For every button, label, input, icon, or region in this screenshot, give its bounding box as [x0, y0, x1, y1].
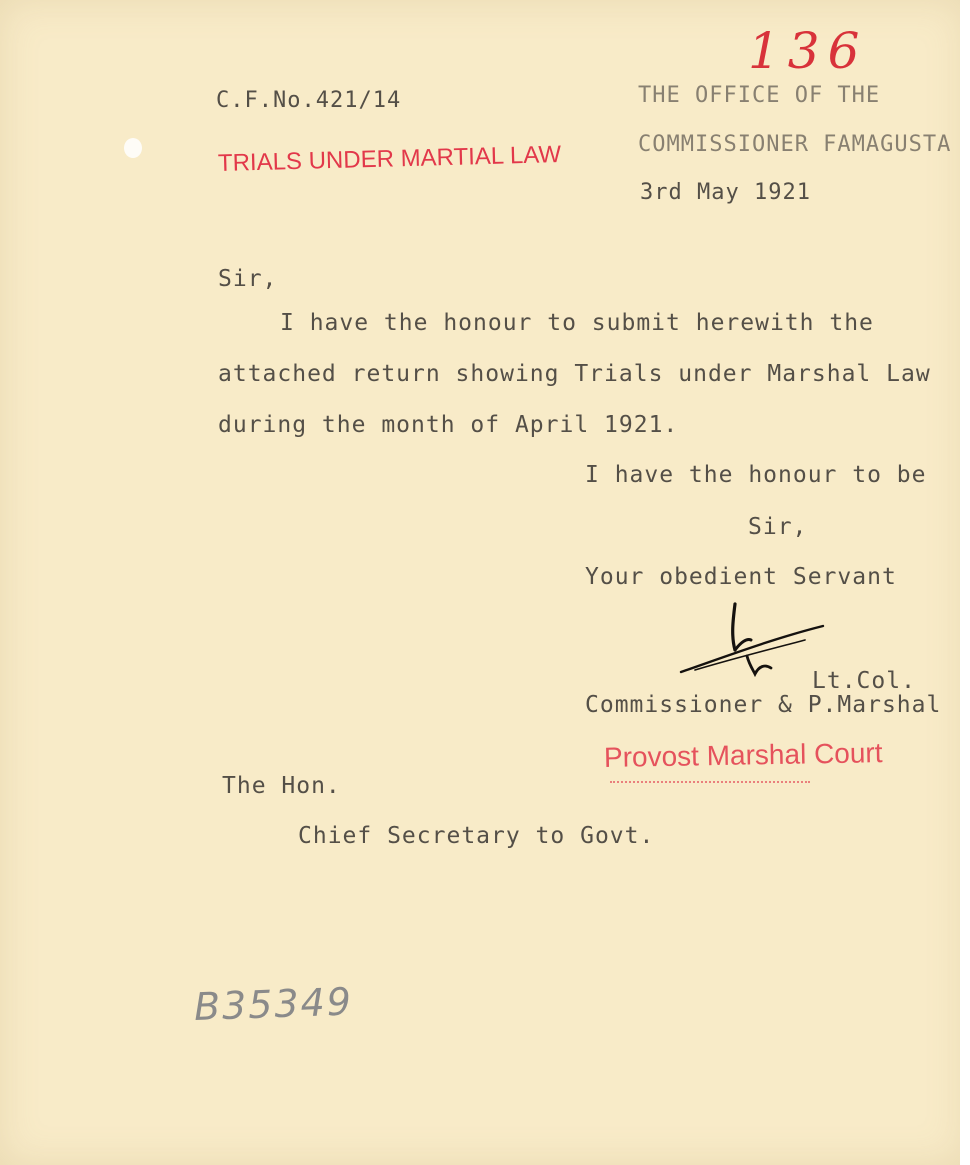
body-line-2: attached return showing Trials under Marshal Law [218, 361, 931, 387]
reference-number: C.F.No.421/14 [216, 88, 402, 113]
body-line-1: I have the honour to submit herewith the [280, 310, 874, 336]
office-line-1: THE OFFICE OF THE [638, 83, 881, 108]
folio-number: 136 [748, 22, 868, 80]
body-line-3: during the month of April 1921. [218, 412, 679, 438]
martial-law-stamp: TRIALS UNDER MARTIAL LAW [217, 141, 562, 177]
signatory-rank: Lt.Col. [812, 668, 916, 694]
archive-number: B35349 [193, 979, 354, 1029]
provost-marshal-stamp: Provost Marshal Court [603, 737, 883, 773]
signatory-title: Commissioner & P.Marshal [585, 692, 942, 718]
addressee-line-2: Chief Secretary to Govt. [298, 823, 655, 849]
closing-line-1: I have the honour to be [585, 462, 927, 488]
salutation: Sir, [218, 266, 278, 292]
punch-hole [124, 138, 142, 158]
stamp-underline [610, 781, 810, 783]
closing-line-2: Sir, [748, 514, 808, 540]
letter-date: 3rd May 1921 [640, 180, 811, 205]
closing-line-3: Your obedient Servant [585, 564, 897, 590]
addressee-line-1: The Hon. [222, 773, 341, 799]
page-edge [960, 0, 965, 1165]
office-line-2: COMMISSIONER FAMAGUSTA [638, 132, 952, 157]
handwritten-signature [675, 598, 835, 688]
